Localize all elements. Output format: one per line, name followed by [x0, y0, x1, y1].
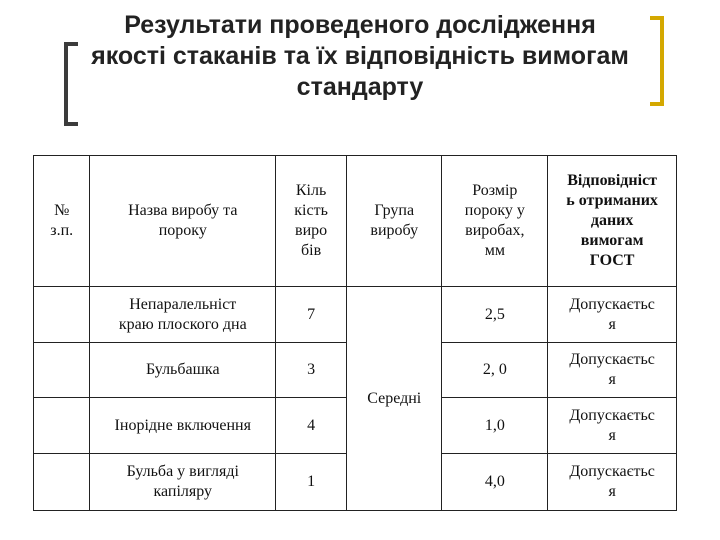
- right-bracket-decoration: [650, 16, 664, 106]
- table-row: [34, 287, 677, 343]
- table-header-row: [34, 156, 677, 287]
- title-line-2: якості стаканів та їх відповідність вимогам: [91, 42, 629, 70]
- cell-name: Бульба у вигляді капіляру: [90, 454, 276, 511]
- title-line-3: стандарту: [296, 73, 424, 101]
- cell-num: [34, 287, 90, 343]
- cell-name: Непаралельніст краю плоского дна: [90, 287, 276, 343]
- cell-name: Інорідне включення: [90, 398, 276, 454]
- header-name: Назва виробу та пороку: [90, 156, 276, 287]
- slide-title: [0, 10, 720, 103]
- cell-size: 2, 0: [442, 343, 548, 398]
- header-group: Група виробу: [347, 156, 442, 287]
- cell-size: 2,5: [442, 287, 548, 343]
- cell-size: 4,0: [442, 454, 548, 511]
- header-qty: Кіль кість виро бів: [276, 156, 347, 287]
- cell-conformity: Допускаєтьс я: [548, 454, 677, 511]
- cell-qty: 4: [276, 398, 347, 454]
- cell-conformity: Допускаєтьс я: [548, 287, 677, 343]
- title-line-1: Результати проведеного дослідження: [124, 11, 596, 39]
- cell-size: 1,0: [442, 398, 548, 454]
- header-num: № з.п.: [34, 156, 90, 287]
- cell-qty: 7: [276, 287, 347, 343]
- cell-num: [34, 398, 90, 454]
- header-size: Розмір пороку у виробах, мм: [442, 156, 548, 287]
- slide-title-area: [0, 10, 720, 103]
- header-conformity: Відповідніст ь отриманих даних вимогам ГОСТ: [548, 156, 677, 287]
- left-bracket-decoration: [64, 42, 78, 126]
- cell-group: Середні: [347, 287, 442, 511]
- cell-conformity: Допускаєтьс я: [548, 398, 677, 454]
- cell-qty: 3: [276, 343, 347, 398]
- cell-conformity: Допускаєтьс я: [548, 343, 677, 398]
- cell-qty: 1: [276, 454, 347, 511]
- cell-num: [34, 454, 90, 511]
- results-table: [33, 155, 677, 511]
- cell-name: Бульбашка: [90, 343, 276, 398]
- cell-num: [34, 343, 90, 398]
